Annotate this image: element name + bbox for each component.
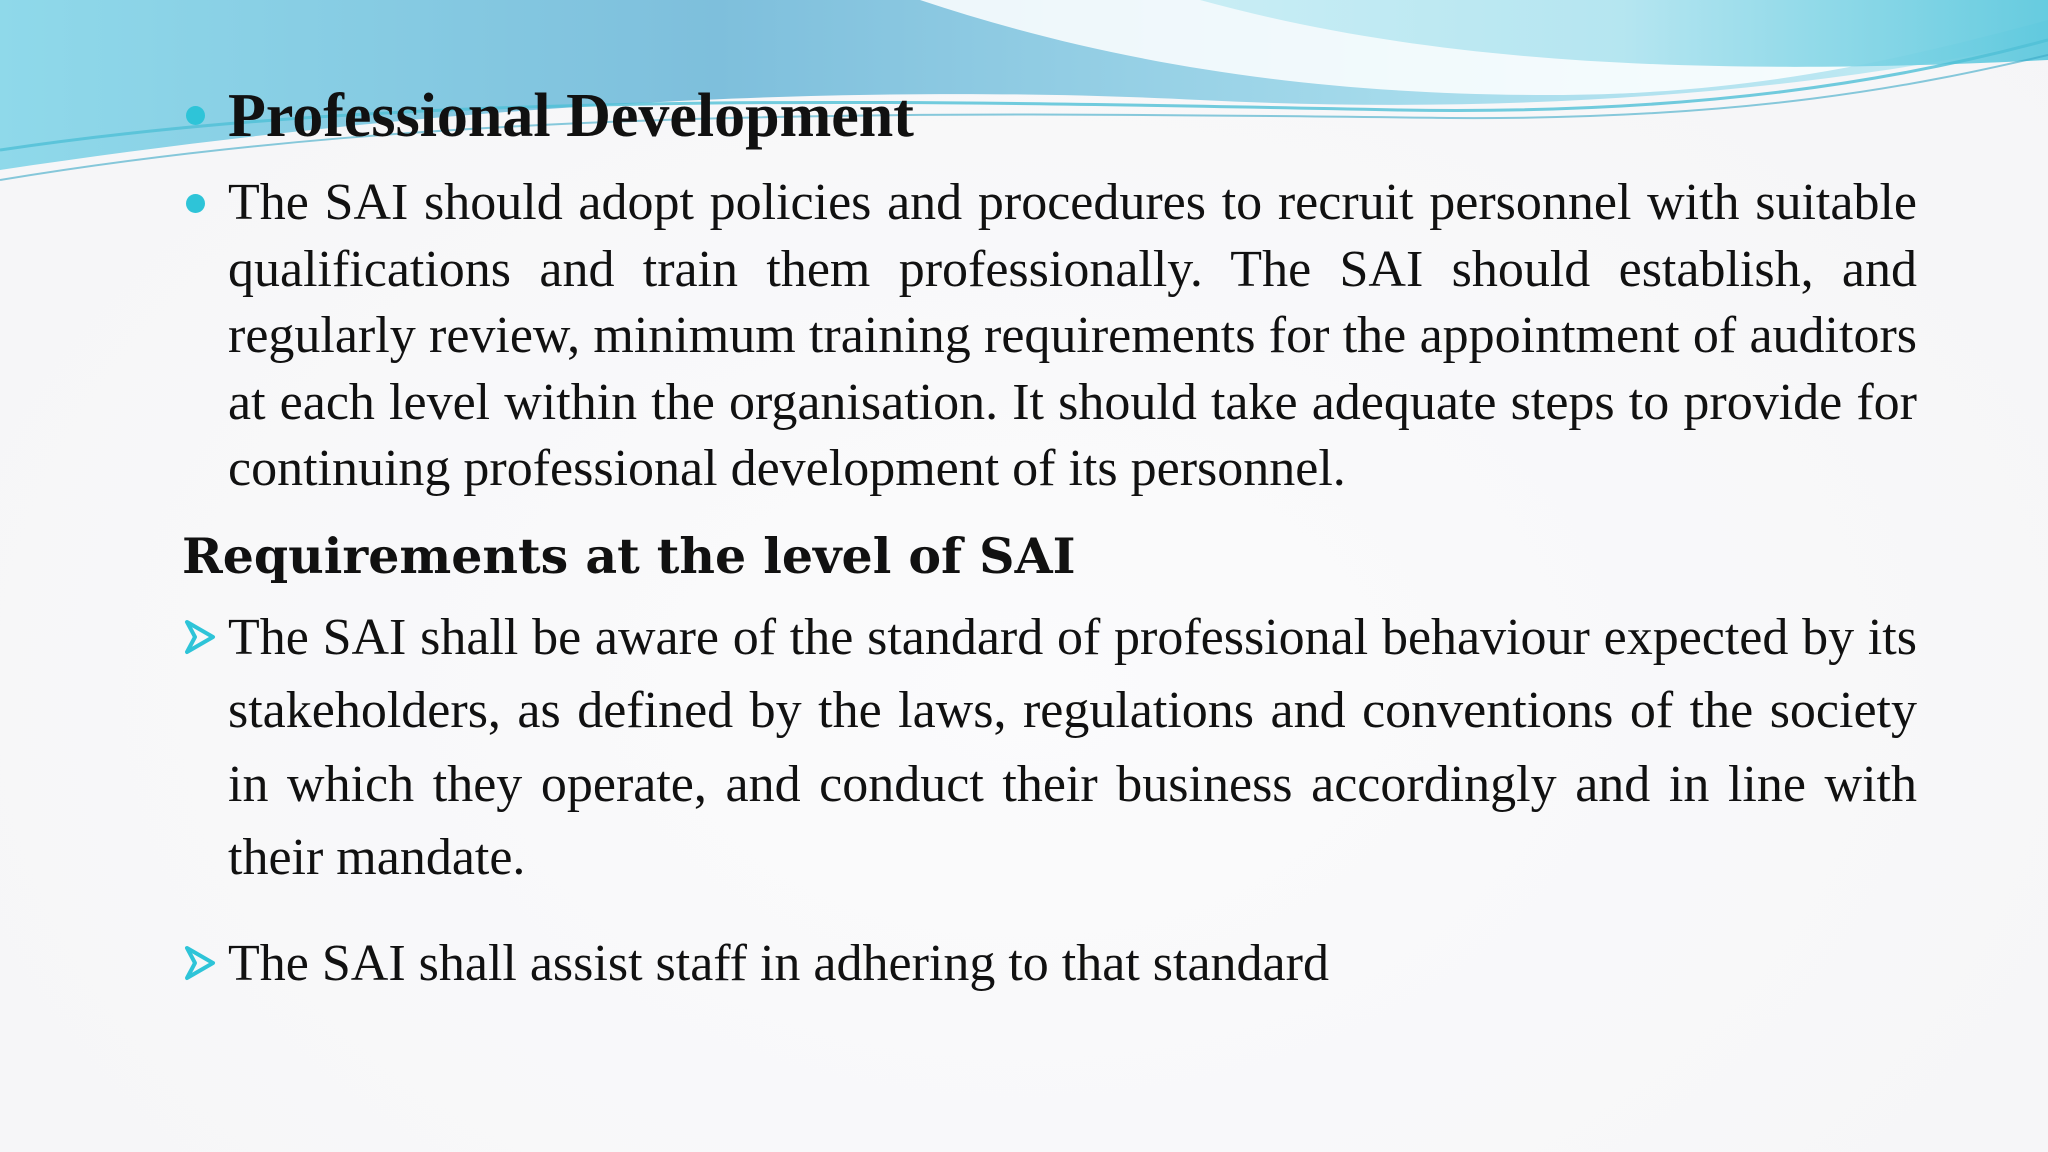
- slide-title: Professional Development: [228, 82, 914, 150]
- arrow-bullet-icon: [184, 945, 216, 981]
- requirement-text: The SAI shall assist staff in adhering to that standard: [228, 934, 1329, 992]
- slide-content: [182, 78, 1917, 1000]
- paragraph-text: The SAI should adopt policies and procedures to recruit personnel with suitable qualifications and train them professionally. The SAI should establish, and regularly review, minimum training requirements for the appointment of auditors at each level within the organisation. It should take adequate steps to provide for continuing professional development of its personnel.: [228, 174, 1917, 497]
- requirement-item: [182, 601, 1917, 895]
- requirement-text: The SAI shall be aware of the standard of professional behaviour expected by its stakeholders, as defined by the laws, regulations and conventions of the society in which they operate, and conduct their business accordingly and in line with their mandate.: [228, 608, 1917, 886]
- round-bullet-icon: [186, 106, 205, 125]
- subheading: Requirements at the level of SAI: [182, 526, 1076, 585]
- arrow-bullet-icon: [184, 619, 216, 655]
- requirement-item: [182, 927, 1917, 1001]
- paragraph-row: [182, 170, 1917, 503]
- round-bullet-icon: [186, 194, 205, 213]
- title-row: [182, 78, 1917, 154]
